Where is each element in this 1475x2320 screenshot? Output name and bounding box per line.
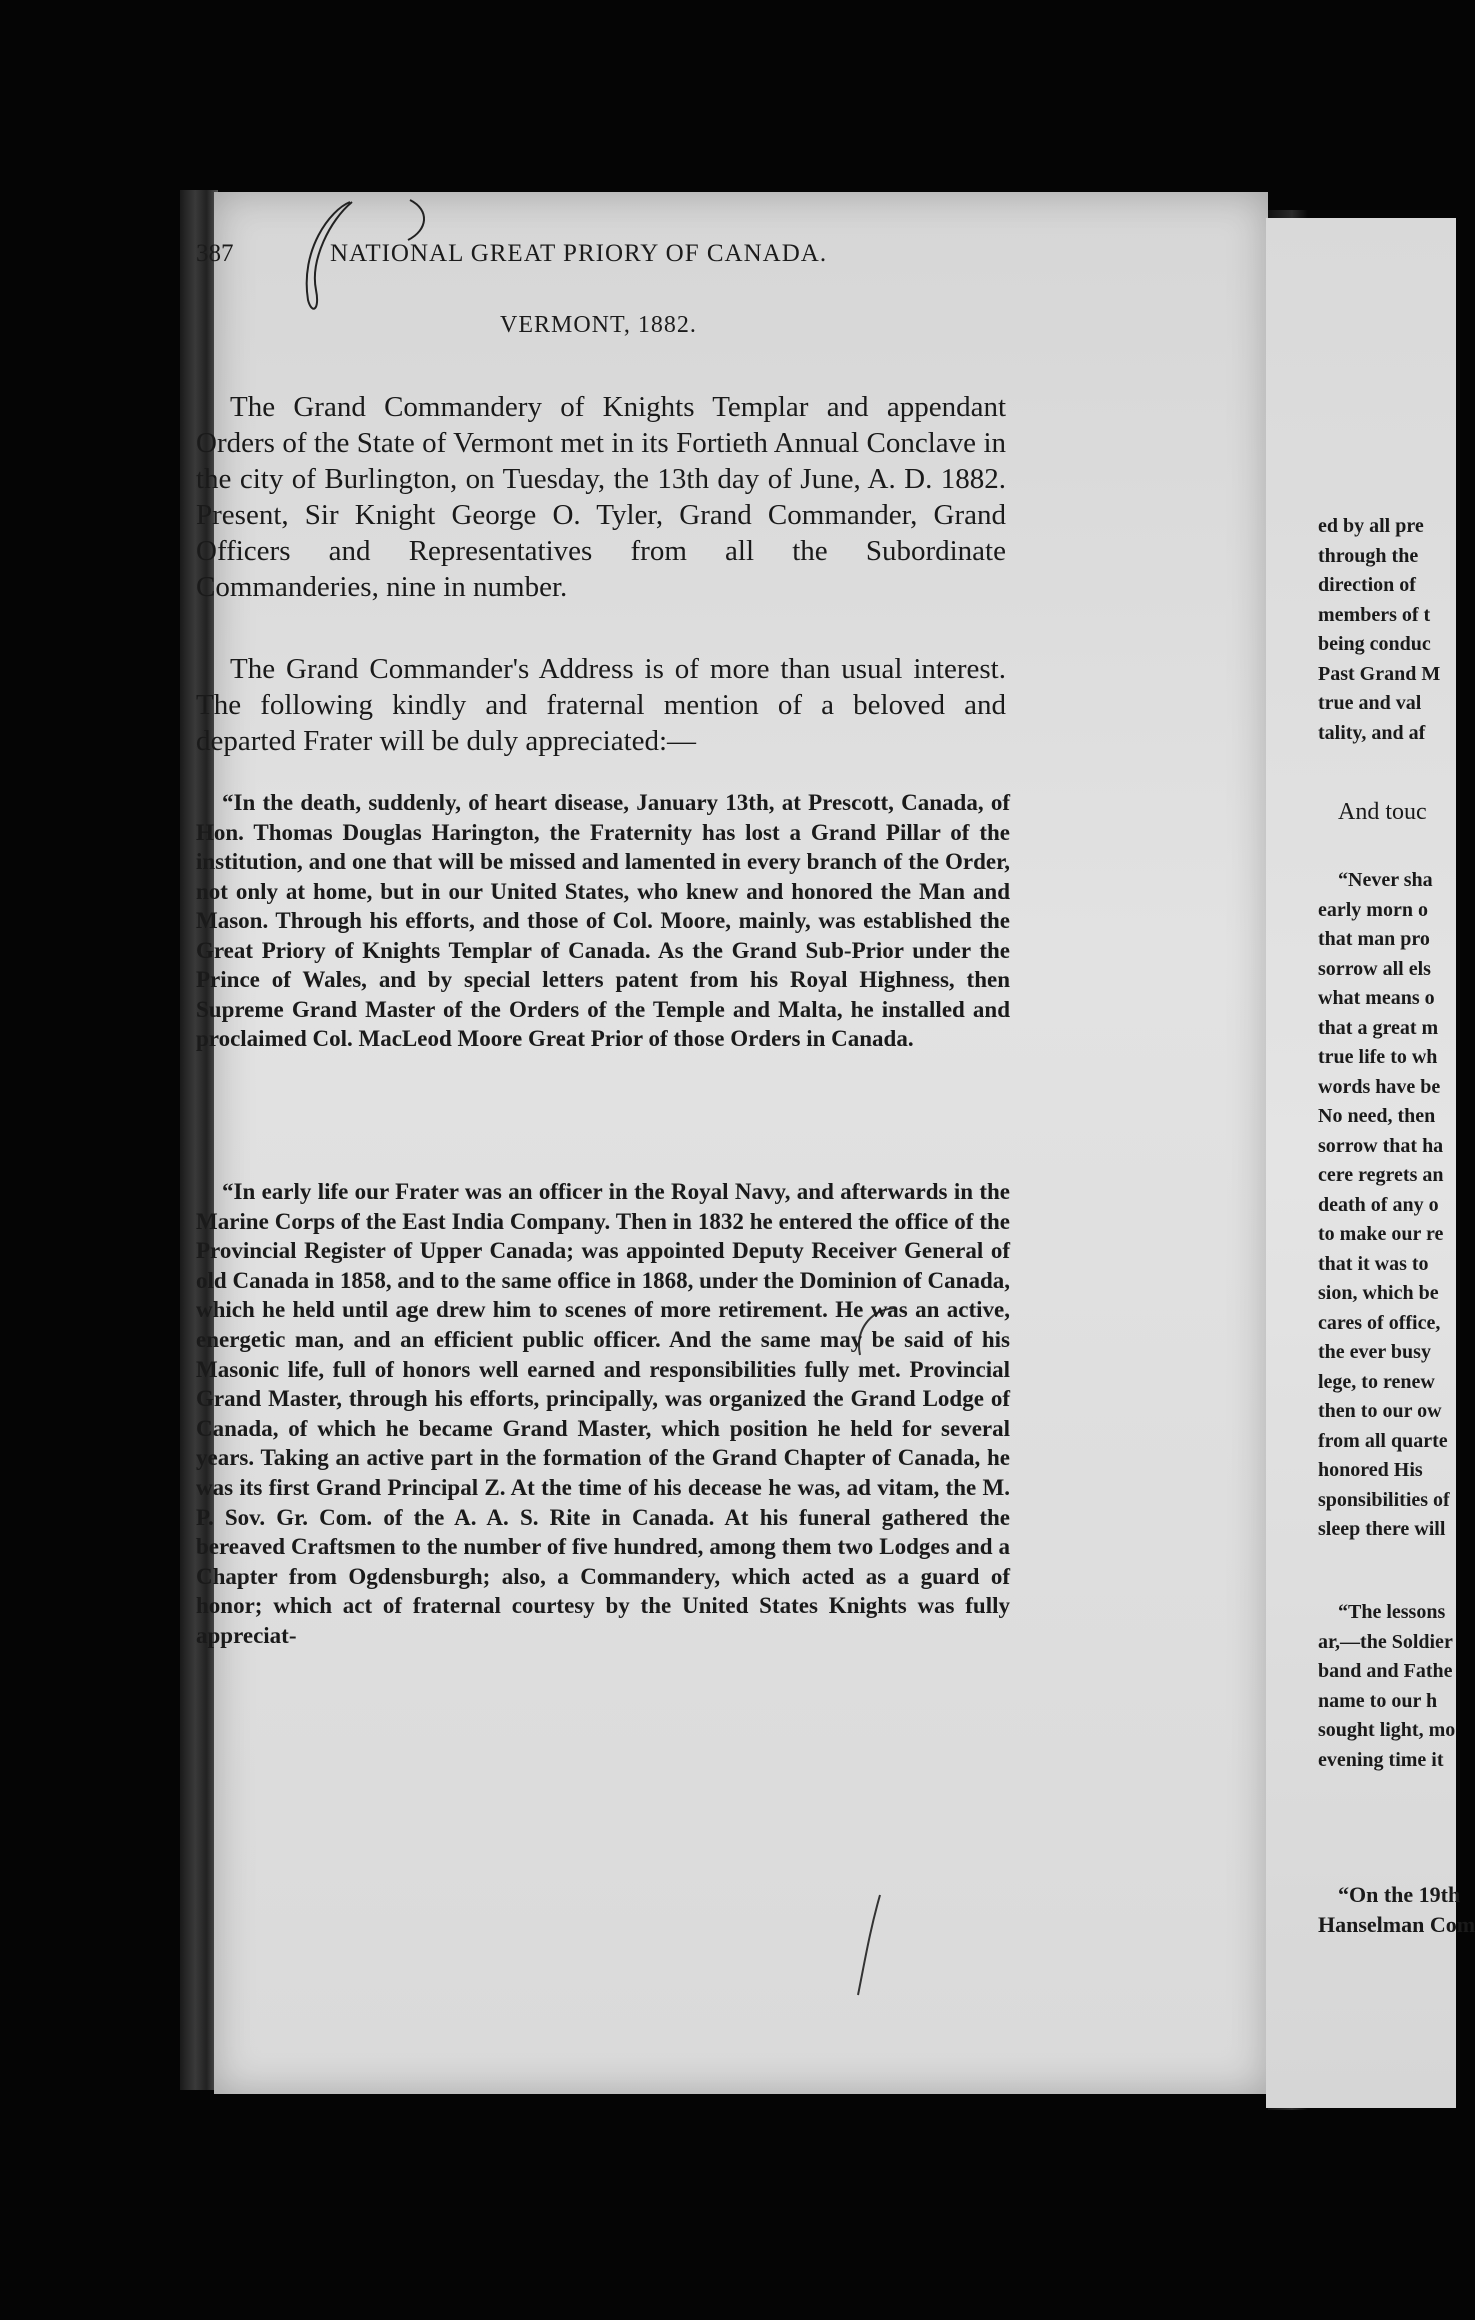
right-line: from all quarte xyxy=(1318,1429,1448,1452)
right-line: true and val xyxy=(1318,692,1422,714)
page-number: 387 xyxy=(196,240,234,267)
quote-paragraph-2: “In early life our Frater was an officer in the Royal Navy, and afterwards in the Marine Corps of the East India Company. Then in 1832 he entered the office of the Provincial Register of Upper Canada; was appointed Deputy Receiver General of old Canada in 1858, and to the same office in 1868, under the Dominion of Canada, which he held until age drew him to scenes of more retirement. He was an active, energetic man, and an efficient public officer. And the same may be said of his Masonic life, full of honors well earned and responsibilities fully met. Provincial Grand Master, through his efforts, principally, was organized the Grand Lodge of Canada, of which he became Grand Master, which position he held for several years. Taking an active part in the formation of the Grand Chapter of Canada, he was its first Grand Principal Z. At the time of his decease he was, ad vitam, the M. P. Sov. Gr. Com. of the A. A. S. Rite in Canada. At his funeral gathered the bereaved Craftsmen to the number of five hundred, among them two Lodges and a Chapter from Ogdensburgh; also, a Commandery, which acted as a guard of honor; which act of fraternal courtesy by the United States Knights was fully appreciat- xyxy=(196,1179,1010,1648)
right-line: tality, and af xyxy=(1318,721,1426,744)
right-line: then to our ow xyxy=(1318,1400,1442,1422)
right-page-block-2 xyxy=(1318,798,1468,828)
right-line: what means o xyxy=(1318,987,1435,1009)
right-line: being conduc xyxy=(1318,633,1431,655)
right-line: ar,—the Soldier xyxy=(1318,1630,1453,1653)
right-line: members of t xyxy=(1318,603,1431,626)
right-line: ed by all pre xyxy=(1318,515,1424,537)
right-line: honored His xyxy=(1318,1459,1423,1481)
right-line: Past Grand M xyxy=(1318,662,1441,685)
right-line: Hanselman Com xyxy=(1318,1911,1475,1937)
right-line: “On the 19th xyxy=(1338,1882,1461,1907)
right-line: the ever busy xyxy=(1318,1341,1431,1363)
right-line: direction of xyxy=(1318,574,1416,596)
right-line: sorrow that ha xyxy=(1318,1134,1444,1157)
right-page-block-1 xyxy=(1318,512,1468,748)
right-line: sleep there will xyxy=(1318,1518,1446,1540)
running-head: NATIONAL GREAT PRIORY OF CANADA. xyxy=(330,240,828,267)
right-line: cere regrets an xyxy=(1318,1164,1444,1186)
right-line: death of any o xyxy=(1318,1193,1439,1216)
paragraph-1: The Grand Commandery of Knights Templar and appendant Orders of the State of Vermont met in its Fortieth Annual Conclave in the city of Burlington, on Tuesday, the 13th day of June, A. D. 1882. Present, Sir Knight George O. Tyler, Grand Commander, Grand Officers and Representatives from all the Subordinate Commanderies, nine in number. xyxy=(196,391,1006,603)
right-line: sion, which be xyxy=(1318,1282,1439,1304)
right-line: through the xyxy=(1318,544,1419,567)
right-line: evening time it xyxy=(1318,1748,1444,1771)
right-line: No need, then xyxy=(1318,1105,1436,1127)
paragraph-2: The Grand Commander's Address is of more than usual interest. The following kindly and fraternal mention of a beloved and departed Frater will be duly appreciated:— xyxy=(196,653,1006,757)
right-line: sought light, mo xyxy=(1318,1719,1456,1741)
right-line: sponsibilities of xyxy=(1318,1488,1450,1511)
right-line: sorrow all els xyxy=(1318,957,1431,980)
right-line: “Never sha xyxy=(1338,869,1433,891)
right-page-block-3 xyxy=(1318,866,1468,1545)
right-line: that a great m xyxy=(1318,1016,1439,1039)
right-line: band and Fathe xyxy=(1318,1660,1453,1682)
right-line: lege, to renew xyxy=(1318,1370,1435,1393)
right-line: words have be xyxy=(1318,1075,1441,1098)
section-title: VERMONT, 1882. xyxy=(500,312,697,338)
right-line: true life to wh xyxy=(1318,1046,1438,1068)
right-line: name to our h xyxy=(1318,1689,1438,1712)
right-line: And touc xyxy=(1338,799,1427,825)
right-line: cares of office, xyxy=(1318,1311,1441,1334)
right-line: to make our re xyxy=(1318,1223,1444,1245)
right-page-block-4 xyxy=(1318,1598,1468,1775)
right-line: “The lessons xyxy=(1338,1601,1446,1623)
right-page-block-5 xyxy=(1318,1880,1475,1939)
quote-paragraph-1: “In the death, suddenly, of heart disease, January 13th, at Prescott, Canada, of Hon. Thomas Douglas Harington, the Fraternity has lost a Grand Pillar of the institution, and one that will be missed and lamented in every branch of the Order, not only at home, but in our United States, who knew and honored the Man and Mason. Through his efforts, and those of Col. Moore, mainly, was established the Great Priory of Knights Templar of Canada. As the Grand Sub-Prior under the Prince of Wales, and by special letters patent from his Royal Highness, then Supreme Grand Master of the Orders of the Temple and Malta, he installed and proclaimed Col. MacLeod Moore Great Prior of those Orders in Canada. xyxy=(196,790,1010,1051)
right-line: that it was to xyxy=(1318,1252,1429,1275)
right-line: that man pro xyxy=(1318,928,1430,950)
right-line: early morn o xyxy=(1318,898,1428,921)
